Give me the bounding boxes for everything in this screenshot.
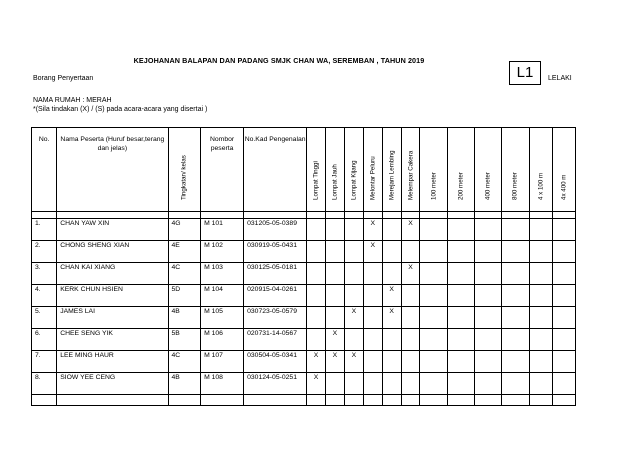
header-event-label: Lompat Jauh (331, 164, 339, 200)
event-mark-cell (420, 329, 447, 351)
event-mark-cell (344, 263, 363, 285)
table-row (32, 307, 576, 329)
spacer-cell (344, 212, 363, 219)
event-mark-cell (420, 241, 447, 263)
event-mark-cell (529, 307, 552, 329)
spacer-cell (475, 212, 502, 219)
header-number: Nombor peserta (201, 128, 244, 212)
empty-cell (168, 395, 201, 406)
empty-row (32, 395, 576, 406)
event-mark-cell (447, 285, 474, 307)
event-mark-cell (475, 285, 502, 307)
spacer-cell (401, 212, 420, 219)
cell-ic: 030125-05-0181 (244, 263, 307, 285)
event-mark-cell (529, 351, 552, 373)
event-mark-cell (307, 241, 326, 263)
event-mark-cell (552, 329, 575, 351)
empty-cell (363, 395, 382, 406)
event-mark-cell (529, 285, 552, 307)
event-mark-cell (401, 351, 420, 373)
event-mark-cell (502, 307, 529, 329)
empty-cell (344, 395, 363, 406)
event-mark-cell: X (401, 219, 420, 241)
header-event-label: Melontar Peluru (369, 156, 377, 200)
event-mark-cell (363, 329, 382, 351)
event-mark-cell (307, 329, 326, 351)
event-mark-cell (420, 373, 447, 395)
cell-name: KERK CHUN HSIEN (57, 285, 168, 307)
event-mark-cell (529, 329, 552, 351)
table-row (32, 241, 576, 263)
event-mark-cell (529, 373, 552, 395)
cell-no: 3. (32, 263, 57, 285)
empty-cell (401, 395, 420, 406)
event-mark-cell (502, 241, 529, 263)
cell-ic: 020731-14-0567 (244, 329, 307, 351)
cell-grade: 4C (168, 263, 201, 285)
event-mark-cell (344, 219, 363, 241)
event-mark-cell (344, 373, 363, 395)
event-mark-cell (307, 307, 326, 329)
table-row (32, 373, 576, 395)
header-event (326, 128, 345, 212)
event-mark-cell (363, 307, 382, 329)
spacer-cell (529, 212, 552, 219)
event-mark-cell (363, 351, 382, 373)
spacer-cell (382, 212, 401, 219)
table-body (32, 212, 576, 406)
cell-number: M 101 (201, 219, 244, 241)
registration-table (31, 127, 576, 406)
cell-number: M 105 (201, 307, 244, 329)
event-mark-cell: X (382, 285, 401, 307)
empty-cell (447, 395, 474, 406)
event-mark-cell (447, 307, 474, 329)
header-event-label: 100 meter (430, 172, 438, 200)
table-header-row (32, 128, 576, 212)
form-title: KEJOHANAN BALAPAN DAN PADANG SMJK CHAN WA, SEREMBAN , TAHUN 2019 (133, 56, 425, 65)
event-mark-cell (447, 329, 474, 351)
header-event-label: 4x 400 m (560, 174, 568, 200)
spacer-row (32, 212, 576, 219)
cell-no: 6. (32, 329, 57, 351)
empty-cell (326, 395, 345, 406)
cell-number: M 104 (201, 285, 244, 307)
event-mark-cell (326, 241, 345, 263)
table-row (32, 219, 576, 241)
header-event (447, 128, 474, 212)
house-name: NAMA RUMAH : MERAH (33, 97, 112, 104)
cell-name: LEE MING HAUR (57, 351, 168, 373)
empty-cell (244, 395, 307, 406)
event-mark-cell (475, 351, 502, 373)
event-mark-cell (552, 285, 575, 307)
cell-grade: 4E (168, 241, 201, 263)
cell-name: SIOW YEE CENG (57, 373, 168, 395)
event-mark-cell: X (307, 351, 326, 373)
spacer-cell (32, 212, 57, 219)
spacer-cell (201, 212, 244, 219)
event-mark-cell: X (363, 219, 382, 241)
event-mark-cell (420, 351, 447, 373)
event-mark-cell (382, 219, 401, 241)
header-no: No. (32, 128, 57, 212)
header-event (382, 128, 401, 212)
event-mark-cell (344, 329, 363, 351)
event-mark-cell (502, 351, 529, 373)
event-mark-cell (363, 373, 382, 395)
event-mark-cell: X (401, 263, 420, 285)
cell-grade: 4B (168, 307, 201, 329)
spacer-cell (326, 212, 345, 219)
event-mark-cell (447, 219, 474, 241)
empty-cell (502, 395, 529, 406)
event-mark-cell: X (326, 351, 345, 373)
cell-grade: 4B (168, 373, 201, 395)
event-mark-cell (475, 241, 502, 263)
event-mark-cell (502, 373, 529, 395)
header-grade-label: Tingkatan/ kelas (180, 155, 188, 200)
header-event-label: 800 meter (511, 172, 519, 200)
event-mark-cell: X (363, 241, 382, 263)
spacer-cell (307, 212, 326, 219)
empty-cell (307, 395, 326, 406)
cell-no: 5. (32, 307, 57, 329)
header-event-label: 200 meter (457, 172, 465, 200)
event-mark-cell (401, 307, 420, 329)
event-mark-cell (529, 263, 552, 285)
instruction-text: *(Sila tindakan (X) / (S) pada acara-acara yang disertai ) (33, 106, 208, 113)
event-mark-cell (382, 373, 401, 395)
event-mark-cell (475, 263, 502, 285)
cell-name: CHONG SHENG XIAN (57, 241, 168, 263)
cell-name: CHAN YAW XIN (57, 219, 168, 241)
cell-name: CHEE SENG YIK (57, 329, 168, 351)
header-ic: No.Kad Pengenalan (244, 128, 307, 212)
cell-no: 4. (32, 285, 57, 307)
event-mark-cell (447, 263, 474, 285)
header-event (344, 128, 363, 212)
event-mark-cell (326, 285, 345, 307)
event-mark-cell (447, 351, 474, 373)
header-event (529, 128, 552, 212)
cell-ic: 020915-04-0261 (244, 285, 307, 307)
event-mark-cell (326, 263, 345, 285)
event-mark-cell (307, 285, 326, 307)
cell-grade: 5D (168, 285, 201, 307)
event-mark-cell (447, 241, 474, 263)
table-row (32, 329, 576, 351)
cell-grade: 4G (168, 219, 201, 241)
cell-number: M 108 (201, 373, 244, 395)
cell-no: 7. (32, 351, 57, 373)
empty-cell (552, 395, 575, 406)
header-event (475, 128, 502, 212)
event-mark-cell (552, 307, 575, 329)
spacer-cell (244, 212, 307, 219)
cell-number: M 103 (201, 263, 244, 285)
header-event-label: 4 x 100 m (537, 172, 545, 200)
event-mark-cell (382, 263, 401, 285)
cell-ic: 030919-05-0431 (244, 241, 307, 263)
event-mark-cell (475, 219, 502, 241)
spacer-cell (168, 212, 201, 219)
event-mark-cell (420, 285, 447, 307)
event-mark-cell (401, 285, 420, 307)
cell-name: JAMES LAI (57, 307, 168, 329)
empty-cell (475, 395, 502, 406)
header-event-label: Lompat Tinggi (312, 161, 320, 200)
event-mark-cell (326, 307, 345, 329)
event-mark-cell (382, 329, 401, 351)
event-mark-cell (344, 285, 363, 307)
table-row (32, 263, 576, 285)
empty-cell (420, 395, 447, 406)
event-mark-cell (401, 329, 420, 351)
form-name: Borang Penyertaan (33, 75, 94, 82)
cell-ic: 030723-05-0579 (244, 307, 307, 329)
event-mark-cell (529, 219, 552, 241)
event-mark-cell (420, 219, 447, 241)
cell-number: M 107 (201, 351, 244, 373)
header-event-label: 400 meter (484, 172, 492, 200)
event-mark-cell (326, 219, 345, 241)
event-mark-cell (552, 373, 575, 395)
cell-ic: 031205-05-0389 (244, 219, 307, 241)
event-mark-cell (475, 329, 502, 351)
event-mark-cell (382, 351, 401, 373)
event-mark-cell (552, 219, 575, 241)
event-mark-cell: X (326, 329, 345, 351)
event-mark-cell (502, 219, 529, 241)
header-grade (168, 128, 201, 212)
event-mark-cell (447, 373, 474, 395)
header-event-label: Melempar Cakera (407, 150, 414, 200)
cell-grade: 4C (168, 351, 201, 373)
cell-grade: 5B (168, 329, 201, 351)
event-mark-cell (307, 263, 326, 285)
event-mark-cell (475, 307, 502, 329)
header-event-label: Merejam Lembing (388, 150, 396, 200)
header-event (552, 128, 575, 212)
spacer-cell (502, 212, 529, 219)
event-mark-cell (363, 285, 382, 307)
cell-name: CHAN KAI XIANG (57, 263, 168, 285)
event-mark-cell: X (382, 307, 401, 329)
event-mark-cell: X (307, 373, 326, 395)
event-mark-cell (475, 373, 502, 395)
cell-ic: 030504-05-0341 (244, 351, 307, 373)
header-event (307, 128, 326, 212)
cell-number: M 102 (201, 241, 244, 263)
header-event (420, 128, 447, 212)
event-mark-cell (502, 329, 529, 351)
header-event (363, 128, 382, 212)
event-mark-cell (552, 351, 575, 373)
event-mark-cell (307, 219, 326, 241)
event-mark-cell (552, 241, 575, 263)
spacer-cell (420, 212, 447, 219)
header-name: Nama Peserta (Huruf besar,terang dan jelas) (57, 128, 168, 212)
event-mark-cell (401, 241, 420, 263)
cell-number: M 106 (201, 329, 244, 351)
spacer-cell (57, 212, 168, 219)
event-mark-cell (502, 285, 529, 307)
event-mark-cell (344, 241, 363, 263)
empty-cell (529, 395, 552, 406)
event-mark-cell (420, 307, 447, 329)
empty-cell (57, 395, 168, 406)
table-row (32, 351, 576, 373)
event-mark-cell: X (344, 351, 363, 373)
empty-cell (382, 395, 401, 406)
event-mark-cell (502, 263, 529, 285)
category-code-box: L1 (509, 61, 541, 85)
event-mark-cell (552, 263, 575, 285)
event-mark-cell (382, 241, 401, 263)
cell-no: 8. (32, 373, 57, 395)
spacer-cell (363, 212, 382, 219)
event-mark-cell (529, 241, 552, 263)
cell-ic: 030124-05-0251 (244, 373, 307, 395)
event-mark-cell: X (344, 307, 363, 329)
header-event (401, 128, 420, 212)
empty-cell (201, 395, 244, 406)
event-mark-cell (363, 263, 382, 285)
header-event-label: Lompat Kijang (350, 160, 358, 200)
spacer-cell (447, 212, 474, 219)
event-mark-cell (401, 373, 420, 395)
category-label: LELAKI (548, 75, 572, 82)
cell-no: 1. (32, 219, 57, 241)
event-mark-cell (420, 263, 447, 285)
cell-no: 2. (32, 241, 57, 263)
empty-cell (32, 395, 57, 406)
event-mark-cell (326, 373, 345, 395)
header-event (502, 128, 529, 212)
table-row (32, 285, 576, 307)
spacer-cell (552, 212, 575, 219)
